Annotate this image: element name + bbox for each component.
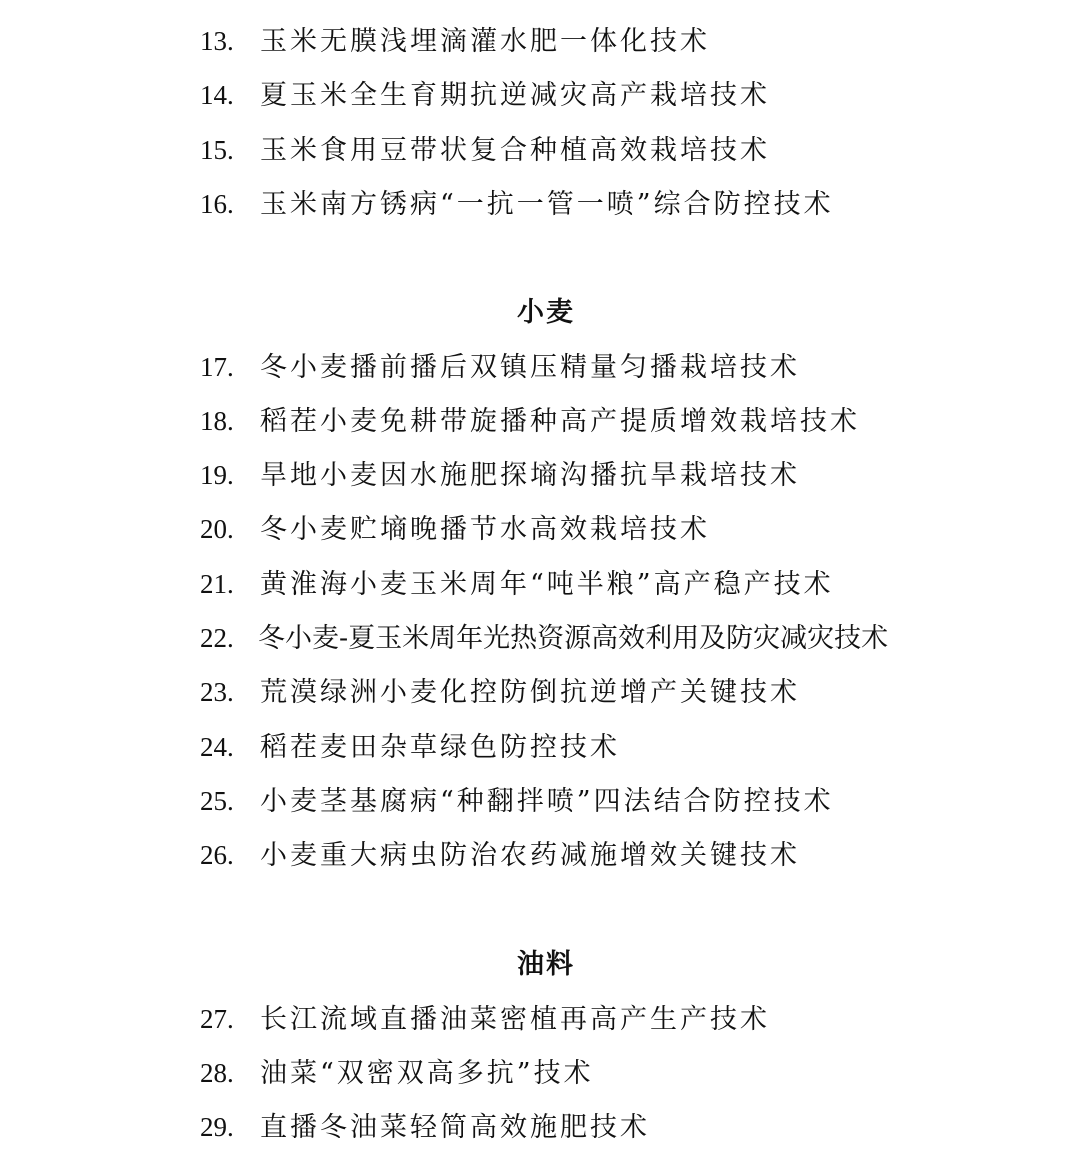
list-item bbox=[200, 727, 620, 767]
list-item bbox=[200, 184, 834, 224]
item-number: 19. bbox=[200, 460, 234, 490]
item-number: 17. bbox=[200, 352, 234, 382]
item-number: 24. bbox=[200, 732, 234, 762]
item-number: 20. bbox=[200, 514, 234, 544]
list-item bbox=[200, 618, 888, 658]
item-text: 直播冬油菜轻简高效施肥技术 bbox=[260, 1112, 650, 1143]
item-text: 长江流域直播油菜密植再高产生产技术 bbox=[260, 1004, 770, 1035]
list-item bbox=[200, 564, 834, 604]
item-text: 旱地小麦因水施肥探墒沟播抗旱栽培技术 bbox=[260, 460, 800, 491]
item-number: 27. bbox=[200, 1004, 234, 1034]
item-number: 29. bbox=[200, 1112, 234, 1142]
item-text: 荒漠绿洲小麦化控防倒抗逆增产关键技术 bbox=[260, 677, 800, 708]
list-item bbox=[200, 455, 800, 495]
list-item bbox=[200, 672, 800, 712]
item-text: 稻茬麦田杂草绿色防控技术 bbox=[260, 732, 620, 763]
list-item bbox=[200, 401, 860, 441]
list-item bbox=[200, 999, 770, 1039]
list-item bbox=[200, 21, 710, 61]
item-text: 冬小麦-夏玉米周年光热资源高效利用及防灾减灾技术 bbox=[258, 623, 889, 654]
item-number: 22. bbox=[200, 623, 234, 653]
list-item bbox=[200, 835, 800, 875]
item-number: 16. bbox=[200, 189, 234, 219]
item-text: 小麦茎基腐病“种翻拌喷”四法结合防控技术 bbox=[260, 786, 834, 817]
section-heading-oilseed: 油料 bbox=[517, 949, 575, 980]
list-item bbox=[200, 509, 710, 549]
list-item bbox=[200, 781, 834, 821]
item-text: 油菜“双密双高多抗”技术 bbox=[260, 1058, 594, 1089]
list-item bbox=[200, 347, 800, 387]
item-text: 冬小麦播前播后双镇压精量匀播栽培技术 bbox=[260, 352, 800, 383]
list-item bbox=[200, 130, 770, 170]
item-text: 黄淮海小麦玉米周年“吨半粮”高产稳产技术 bbox=[260, 569, 834, 600]
list-item bbox=[200, 75, 770, 115]
item-number: 26. bbox=[200, 840, 234, 870]
item-number: 25. bbox=[200, 786, 234, 816]
item-text: 玉米南方锈病“一抗一管一喷”综合防控技术 bbox=[260, 189, 834, 220]
list-item bbox=[200, 1107, 650, 1147]
list-item bbox=[200, 1053, 594, 1093]
item-text: 小麦重大病虫防治农药减施增效关键技术 bbox=[260, 840, 800, 871]
item-text: 玉米无膜浅埋滴灌水肥一体化技术 bbox=[260, 26, 710, 57]
item-number: 23. bbox=[200, 677, 234, 707]
item-number: 18. bbox=[200, 406, 234, 436]
item-number: 14. bbox=[200, 80, 234, 110]
item-number: 13. bbox=[200, 26, 234, 56]
item-text: 冬小麦贮墒晚播节水高效栽培技术 bbox=[260, 514, 710, 545]
item-text: 夏玉米全生育期抗逆减灾高产栽培技术 bbox=[260, 80, 770, 111]
section-heading-wheat: 小麦 bbox=[517, 297, 575, 328]
item-number: 21. bbox=[200, 569, 234, 599]
item-number: 28. bbox=[200, 1058, 234, 1088]
item-number: 15. bbox=[200, 135, 234, 165]
item-text: 稻茬小麦免耕带旋播种高产提质增效栽培技术 bbox=[260, 406, 860, 437]
item-text: 玉米食用豆带状复合种植高效栽培技术 bbox=[260, 135, 770, 166]
